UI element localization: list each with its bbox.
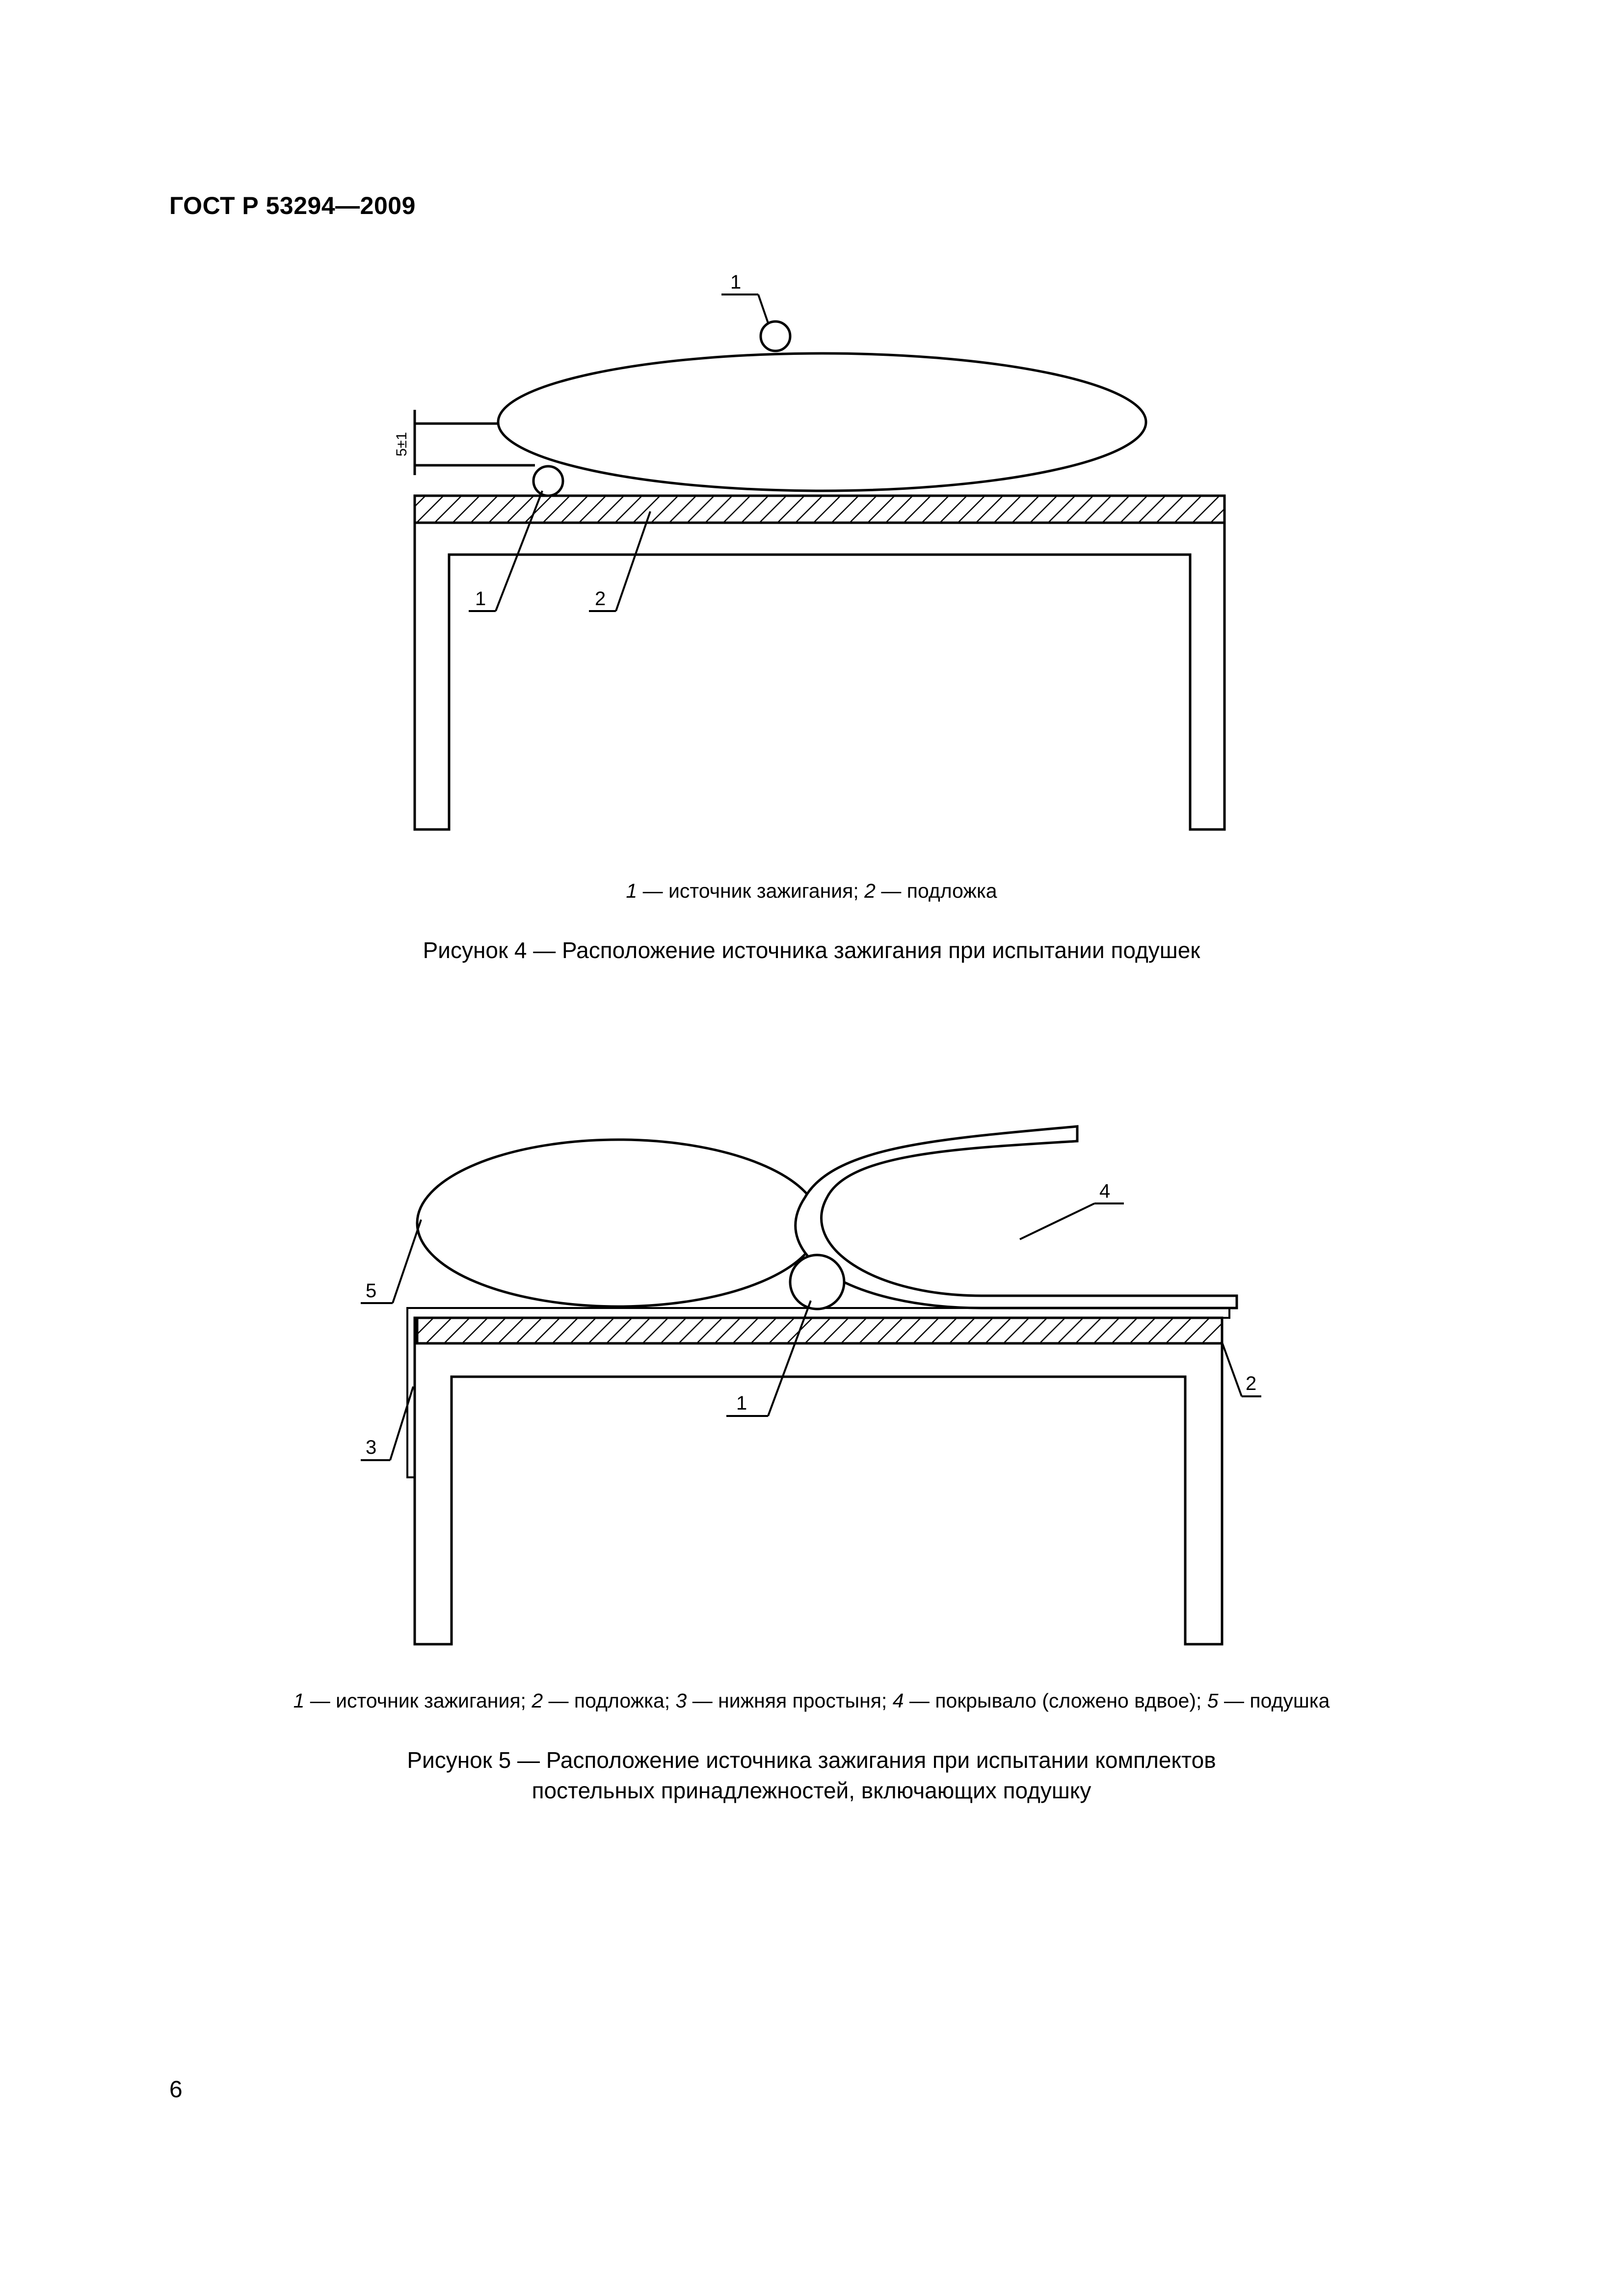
- ignition-source: [790, 1255, 844, 1309]
- figure-5-caption: [0, 1745, 1623, 1806]
- document-header: ГОСТ Р 53294—2009: [169, 192, 416, 219]
- legend-num: 4: [892, 1689, 904, 1712]
- legend-text: — подушка: [1218, 1689, 1330, 1712]
- legend-num: 3: [675, 1689, 687, 1712]
- legend-text: — покрывало (сложено вдвое);: [904, 1689, 1207, 1712]
- label-2: 2: [1246, 1373, 1257, 1394]
- legend-text: — источник зажигания;: [304, 1689, 532, 1712]
- figure-5-caption-line-2: постельных принадлежностей, включающих подушку: [532, 1778, 1091, 1803]
- legend-num: 2: [532, 1689, 543, 1712]
- pillow-ellipse: [417, 1140, 820, 1307]
- legend-text: — подложка: [875, 880, 997, 902]
- label-1-top: 1: [730, 271, 742, 293]
- substrate-hatch: [417, 1318, 1222, 1343]
- figure-5-caption-line-1: Рисунок 5 — Расположение источника зажигания при испытании комплектов: [407, 1747, 1216, 1773]
- label-4: 4: [1099, 1180, 1111, 1202]
- legend-num: 1: [293, 1689, 305, 1712]
- figure-4-caption: Рисунок 4 — Расположение источника зажигания при испытании подушек: [423, 937, 1200, 963]
- label-3: 3: [366, 1437, 377, 1458]
- label-1: 1: [736, 1392, 747, 1414]
- folded-cover: [796, 1126, 1237, 1308]
- legend-text: — источник зажигания;: [637, 880, 865, 902]
- legend-text: — нижняя простыня;: [687, 1689, 893, 1712]
- page-number: 6: [169, 2077, 183, 2103]
- legend-text: — подложка;: [543, 1689, 676, 1712]
- figure-5-legend: [0, 1689, 1623, 1712]
- label-5: 5: [366, 1280, 377, 1302]
- legend-num: 5: [1207, 1689, 1219, 1712]
- dimension-label: 5±1: [394, 432, 410, 456]
- label-1-bottom: 1: [475, 588, 486, 610]
- legend-num: 2: [864, 880, 876, 902]
- label-2: 2: [595, 588, 606, 610]
- legend-num: 1: [626, 880, 638, 902]
- table-frame: [415, 1318, 1222, 1644]
